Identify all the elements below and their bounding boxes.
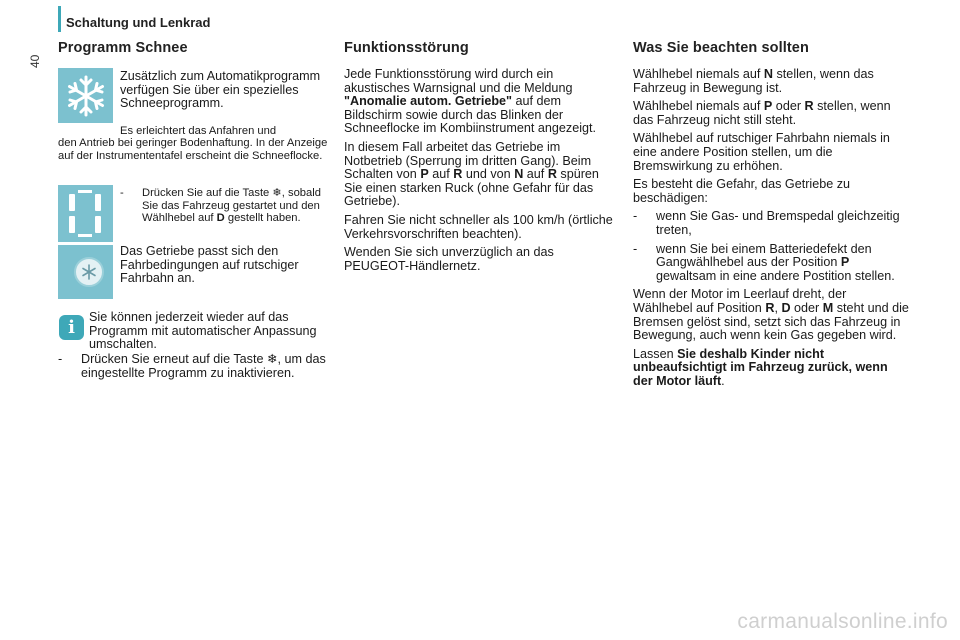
intro-small-line1: Es erleichtert das Anfahren und	[120, 125, 277, 137]
step-press-button	[58, 185, 330, 245]
snow-button-icon	[58, 245, 113, 299]
list-item: - wenn Sie Gas- und Bremspedal gleichzeitig treten,	[633, 209, 900, 237]
paragraph: Es besteht die Gefahr, das Getriebe zu beschädigen:	[633, 177, 851, 205]
paragraph: Wählhebel auf rutschiger Fahrbahn niemals in eine andere Position stellen, um die Bremswirkung zu erhöhen.	[633, 131, 890, 173]
paragraph: Wenn der Motor im Leerlauf dreht, der Wählhebel auf Position R, D oder M steht und die Bremsen gelöst sind, setzt sich das Fahrzeug in Bewegung, auch wenn kein Gas gegeben wird.	[633, 287, 909, 343]
info-icon: i	[59, 315, 84, 340]
section-snow-program	[58, 40, 330, 385]
info-note	[58, 311, 330, 353]
paragraph: Lassen Sie deshalb Kinder nicht unbeaufsichtigt im Fahrzeug zurück, wenn der Motor läuft.	[633, 346, 888, 388]
paragraph: Fahren Sie nicht schneller als 100 km/h (örtliche Verkehrsvorschriften beachten).	[344, 212, 613, 241]
step2-list	[58, 353, 330, 380]
intro-text: Zusätzlich zum Automatikprogramm verfügen Sie über ein spezielles Schneeprogramm.	[120, 69, 321, 111]
watermark: carmanualsonline.info	[737, 610, 948, 633]
adapt-block	[58, 245, 330, 303]
paragraph: Jede Funktionsstörung wird durch ein akustisches Warnsignal und die Meldung "Anomalie autom. Getriebe" auf dem Bildschirm sowie durch das Blinken der Schneeflocke im Kombiinstrument angezeigt.	[344, 67, 597, 136]
section-heading: Was Sie beachten sollten	[633, 40, 809, 56]
page-number: 40	[28, 54, 42, 68]
paragraph: Wählhebel niemals auf N stellen, wenn das Fahrzeug in Bewegung ist.	[633, 67, 874, 95]
step1-text: Drücken Sie auf die Taste ❄, sobald Sie das Fahrzeug gestartet und den Wählhebel auf D gestellt haben.	[142, 187, 321, 225]
section-heading: Funktionsstörung	[344, 40, 469, 56]
step1-dash: -	[120, 187, 124, 200]
snowflake-icon	[58, 68, 113, 123]
info-text: Sie können jederzeit wieder auf das Programm mit automatischer Anpassung umschalten.	[89, 310, 317, 352]
chapter-title: Schaltung und Lenkrad	[66, 15, 211, 30]
intro-small-line2: den Antrieb bei geringer Bodenhaftung. In der Anzeige auf der Instrumententafel erscheint die Schneeflocke.	[58, 137, 328, 162]
gear-display-icon	[58, 185, 113, 242]
intro-small-text	[58, 125, 330, 162]
header-accent-bar	[58, 6, 61, 32]
list-item: - wenn Sie bei einem Batteriedefekt den Gangwählhebel aus der Position P gewaltsam in eine andere Postition stellen.	[633, 241, 895, 283]
step2-text: Drücken Sie erneut auf die Taste ❄, um das eingestellte Programm zu inaktivieren.	[81, 352, 326, 380]
damage-list	[633, 210, 909, 283]
section-malfunction	[344, 40, 616, 278]
paragraph: Wenden Sie sich unverzüglich an das PEUGEOT-Händlernetz.	[344, 245, 554, 273]
section-heading: Programm Schnee	[58, 40, 188, 56]
section-notes	[633, 40, 909, 393]
adapt-text: Das Getriebe passt sich den Fahrbedingungen auf rutschiger Fahrbahn an.	[120, 244, 299, 286]
list-item: - Drücken Sie erneut auf die Taste ❄, um das eingestellte Programm zu inaktivieren.	[58, 353, 330, 380]
snow-intro	[58, 68, 330, 126]
paragraph: Wählhebel niemals auf P oder R stellen, wenn das Fahrzeug nicht still steht.	[633, 99, 891, 127]
step1	[120, 187, 330, 224]
paragraph: In diesem Fall arbeitet das Getriebe im Notbetrieb (Sperrung im dritten Gang). Beim Schalten von P auf R und von N auf R spüren Sie einen starken Ruck (ohne Gefahr für das Getriebe).	[344, 139, 599, 209]
